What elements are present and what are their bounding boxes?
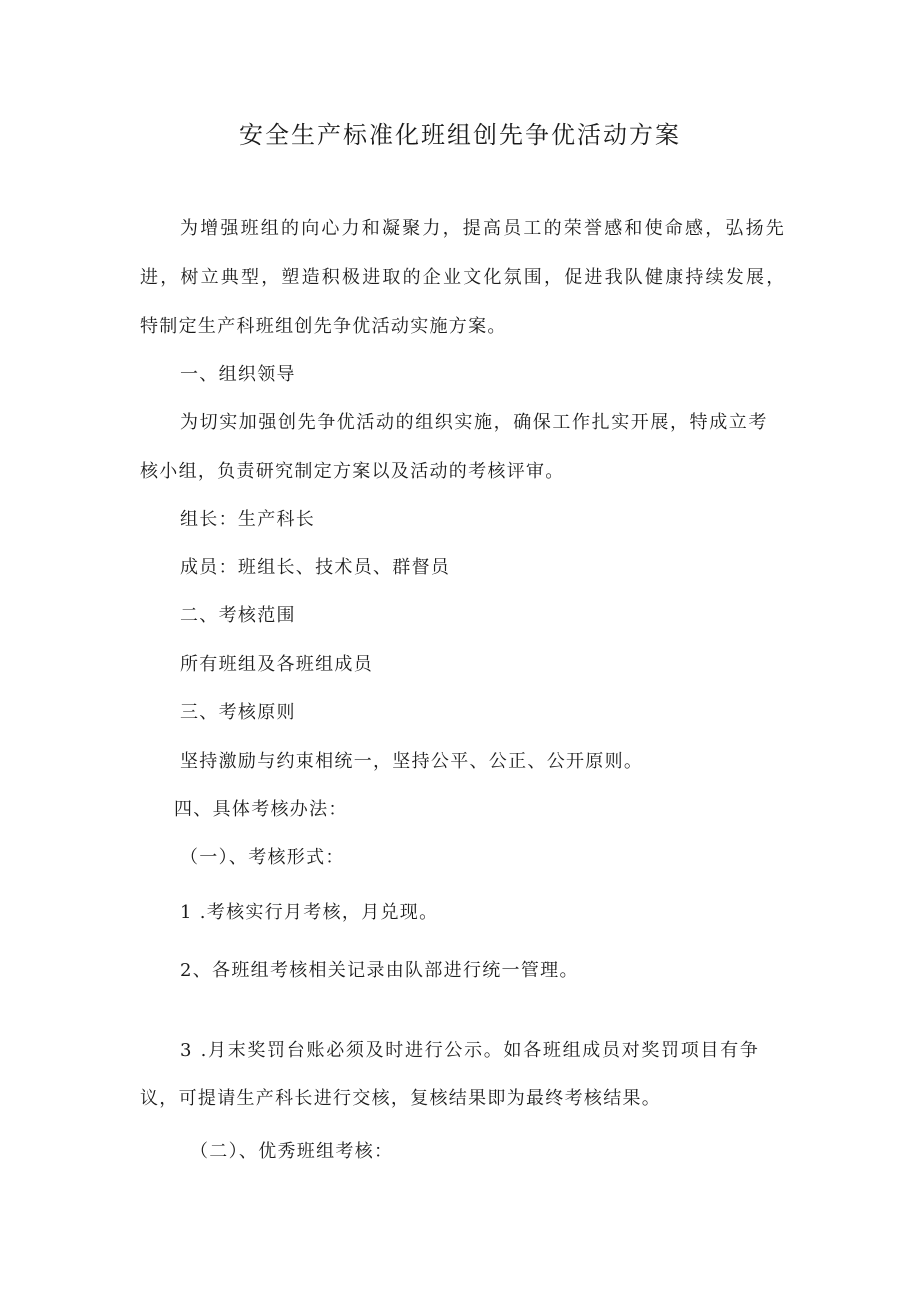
subsection-1-heading: （一）、考核形式： [180, 847, 345, 868]
section-2-heading: 二、考核范围 [180, 605, 296, 626]
list-item-3-line-1: 3 .月末奖罚台账必须及时进行公示。如各班组成员对奖罚项目有争 [180, 1040, 760, 1061]
list-item-3-line-2: 议，可提请生产科长进行交核，复核结果即为最终考核结果。 [140, 1088, 662, 1109]
subsection-2-heading: （二）、优秀班组考核： [190, 1141, 394, 1162]
intro-line-2: 进，树立典型，塑造积极进取的企业文化氛围，促进我队健康持续发展， [140, 267, 787, 288]
section-1-paragraph-line-2: 核小组，负责研究制定方案以及活动的考核评审。 [140, 461, 565, 482]
team-leader-line: 组长：生产科长 [180, 509, 316, 530]
section-3-heading: 三、考核原则 [180, 702, 296, 723]
intro-line-3: 特制定生产科班组创先争优活动实施方案。 [140, 316, 507, 337]
list-item-2: 2、各班组考核相关记录由队部进行统一管理。 [180, 960, 579, 981]
section-1-heading: 一、组织领导 [180, 364, 296, 385]
section-4-heading: 四、具体考核办法： [174, 799, 348, 820]
section-2-paragraph: 所有班组及各班组成员 [180, 654, 373, 675]
section-3-paragraph: 坚持激励与约束相统一，坚持公平、公正、公开原则。 [180, 751, 644, 772]
document-title: 安全生产标准化班组创先争优活动方案 [239, 121, 681, 149]
intro-line-1: 为增强班组的向心力和凝聚力，提高员工的荣誉感和使命感，弘扬先 [180, 218, 786, 239]
team-members-line: 成员：班组长、技术员、群督员 [180, 557, 451, 578]
section-1-paragraph-line-1: 为切实加强创先争优活动的组织实施，确保工作扎实开展，特成立考 [180, 412, 768, 433]
list-item-1: 1 .考核实行月考核，月兑现。 [180, 902, 439, 923]
